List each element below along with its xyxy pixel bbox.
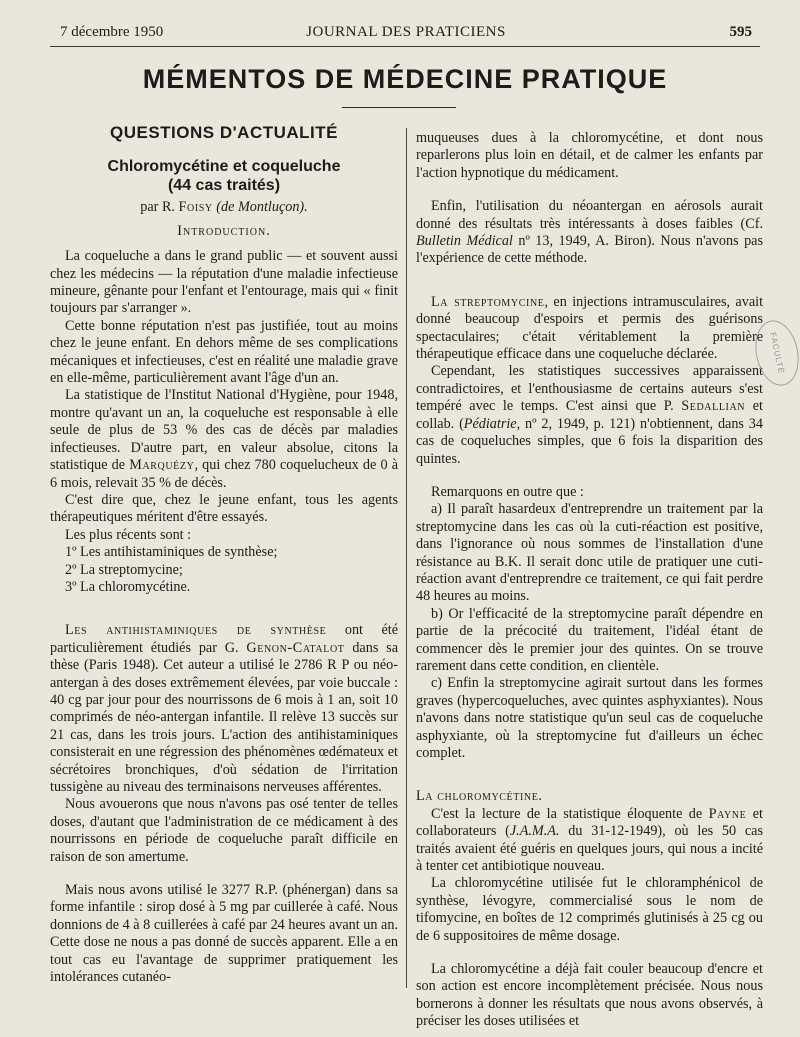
cited-author: Payne: [708, 805, 747, 822]
header-journal: JOURNAL DES PRATICIENS: [306, 24, 506, 40]
right-column: [416, 130, 763, 1031]
paragraph: Mais nous avons utilisé le 3277 R.P. (phénergan) dans sa forme infantile : sirop dosé à 5 mg par cuillerée à café. Nous donnions de 4 à 8 cuillerées à café par 24 heures avant un an. Cette dose ne nous a pas donné de succès apparent. Elle a en tout cas eu l'avantage de supprimer pratiquement les intolérances cutanéo-: [50, 882, 398, 986]
paragraph: b) Or l'efficacité de la streptomycine paraît dépendre en partie de la précocité du traitement, l'idéal étant de commencer dès le premier jour des quintes. On se trouve rarement dans cette condition, en clientèle.: [416, 605, 763, 674]
page-number: 595: [729, 24, 752, 40]
paragraph: La coqueluche a dans le grand public — et souvent aussi chez les médecins — la réputation d'une maladie infectieuse mineure, gênante pour l'enfant et l'entourage, mais qui « finit toujours par s'arranger ».: [50, 248, 398, 317]
title-rule: [342, 107, 456, 108]
column-divider: [406, 128, 407, 988]
main-title: MÉMENTOS DE MÉDECINE PRATIQUE: [142, 64, 668, 94]
intro-heading: Introduction.: [177, 222, 271, 239]
article-title: [50, 157, 398, 195]
byline-prefix: par R.: [140, 199, 175, 216]
section-heading: QUESTIONS D'ACTUALITÉ: [110, 123, 338, 142]
library-stamp: FACULTÉ: [750, 316, 800, 389]
cited-author: Marquézy: [129, 457, 195, 474]
left-column: [50, 124, 398, 986]
author-affiliation: (de Montluçon).: [216, 199, 308, 216]
paragraph: c) Enfin la streptomycine agirait surtout dans les formes graves (hypercoqueluches, avec quintes asphyxiantes). Nous n'avons dans notre statistique qu'un seul cas de coqueluche asphyxiante, où la streptomycine fut d'ailleurs un échec complet.: [416, 675, 763, 761]
paragraph: Cette bonne réputation n'est pas justifiée, tout au moins chez le jeune enfant. En dehors même de ses complications mécaniques et infectieuses, c'est en réalité une maladie grave en elle-même, particulièrement avant l'âge d'un an.: [50, 317, 398, 387]
article-title-line1: Chloromycétine et coqueluche: [107, 158, 341, 176]
paragraph: Les plus récents sont :: [65, 526, 192, 543]
paragraph: La streptomycine, en injections intramusculaires, avait donné beaucoup d'espoirs et permis des guérisons spectaculaires; c'était véritablement la première thérapeutique efficace dans une coqueluche déclarée.: [416, 293, 764, 363]
header-date: 7 décembre 1950: [60, 24, 164, 40]
list-item: 1º Les antihistaminiques de synthèse;: [65, 544, 278, 561]
paragraph: La statistique de l'Institut National d'Hygiène, pour 1948, montre qu'avant un an, la coqueluche est responsable à elle seule de plus de 53 % des cas de décès par maladies infectieuses. D'autre part, en valeur absolue, citons la statistique de Marquézy, qui chez 780 coquelucheux de 0 à 6 mois, relevait 35 % de décès.: [50, 387, 398, 491]
header-rule: [50, 46, 760, 47]
cited-author: Sedallian: [681, 398, 746, 415]
cited-journal: Bulletin Médical: [416, 233, 513, 250]
paragraph: Nous avouerons que nous n'avons pas osé tenter de telles doses, d'autant que l'administration de ce médicament à des nourrissons en période de coqueluche paraît difficile en raison de son amertume.: [50, 796, 398, 865]
cited-author: Genon-Catalot: [246, 639, 345, 656]
byline: [50, 199, 398, 216]
cited-journal: J.A.M.A.: [509, 823, 560, 840]
paragraph: Les antihistaminiques de synthèse ont été particulièrement étudiés par G. Genon-Catalot dans sa thèse (Paris 1948). Cet auteur a utilisé le 2786 R P ou néo-antergan à des doses extrêmement élevées, par voie buccale : 40 cg par jour pour des nourrissons de 6 mois à 1 an, soit 10 comprimés de néo-antergan infantile. Il relève 13 succès sur 21 cas, dans les trois jours. L'action des antihistaminiques consisterait en une régression des phénomènes œdémateux et sécrétoires bronchiques, d'où sédation de l'irritation tussigène au niveau des terminaisons nerveuses afférentes.: [50, 622, 398, 795]
subsection-heading: La chloromycétine.: [416, 788, 543, 805]
list-item: 3º La chloromycétine.: [65, 578, 191, 595]
paragraph: C'est la lecture de la statistique éloquente de Payne et collaborateurs (J.A.M.A. du 31-12-1949), où les 50 cas traités avaient été guéris en quelques jours, qui nous a incité à tenter cet antibiotique nouveau.: [416, 805, 763, 875]
author-name: Foisy: [178, 199, 213, 216]
paragraph: a) Il paraît hasardeux d'entreprendre un traitement par la streptomycine dans les cas où la cuti-réaction est positive, dans l'ignorance où nous sommes de l'installation d'une résistance au B.K. Il serait donc utile de pratiquer une cuti-réaction avant d'entreprendre ce traitement, ce qui fait perdre 48 heures au moins.: [416, 501, 763, 605]
cited-journal: Pédiatrie: [463, 415, 517, 432]
running-header: [60, 24, 752, 44]
article-title-line2: (44 cas traités): [167, 177, 281, 195]
paragraph: muqueuses dues à la chloromycétine, et dont nous reparlerons plus loin en détail, et de calmer les enfants par l'action hypnotique du médicament.: [416, 130, 763, 181]
subsection-lead: Les antihistaminiques de synthèse: [65, 622, 327, 639]
subsection-lead: La streptomycine: [431, 293, 545, 310]
paragraph: La chloromycétine a déjà fait couler beaucoup d'encre et son action est encore incomplètement précisée. Nous nous bornerons à donner les résultats que nous avons observés, à préciser les doses utilisées et: [416, 961, 763, 1030]
paragraph: Cependant, les statistiques successives apparaissent contradictoires, et l'enthousiasme de certains auteurs s'est tempéré avec le temps. C'est ainsi que P. Sedallian et collab. (Pédiatrie, nº 2, 1949, p. 121) n'obtiennent, dans 34 cas de coqueluches simples, que 6 fois la disparition des quintes.: [416, 363, 763, 467]
paragraph: Enfin, l'utilisation du néoantergan en aérosols aurait donné des résultats très intéressants à doses faibles (Cf. Bulletin Médical nº 13, 1949, A. Biron). Nous n'avons pas l'expérience de cette méthode.: [416, 198, 763, 267]
list-item: 2º La streptomycine;: [65, 561, 183, 578]
paragraph: C'est dire que, chez le jeune enfant, tous les agents thérapeutiques méritent d'être essayés.: [50, 491, 398, 526]
paragraph: Remarquons en outre que :: [431, 483, 584, 500]
treatment-list: [50, 544, 398, 596]
paragraph: La chloromycétine utilisée fut le chloramphénicol de synthèse, lévogyre, commercialisé sous le nom de tifomycine, en boîtes de 12 comprimés glutinisés à 25 cg ou de 6 suppositoires de même dosage.: [416, 875, 763, 944]
